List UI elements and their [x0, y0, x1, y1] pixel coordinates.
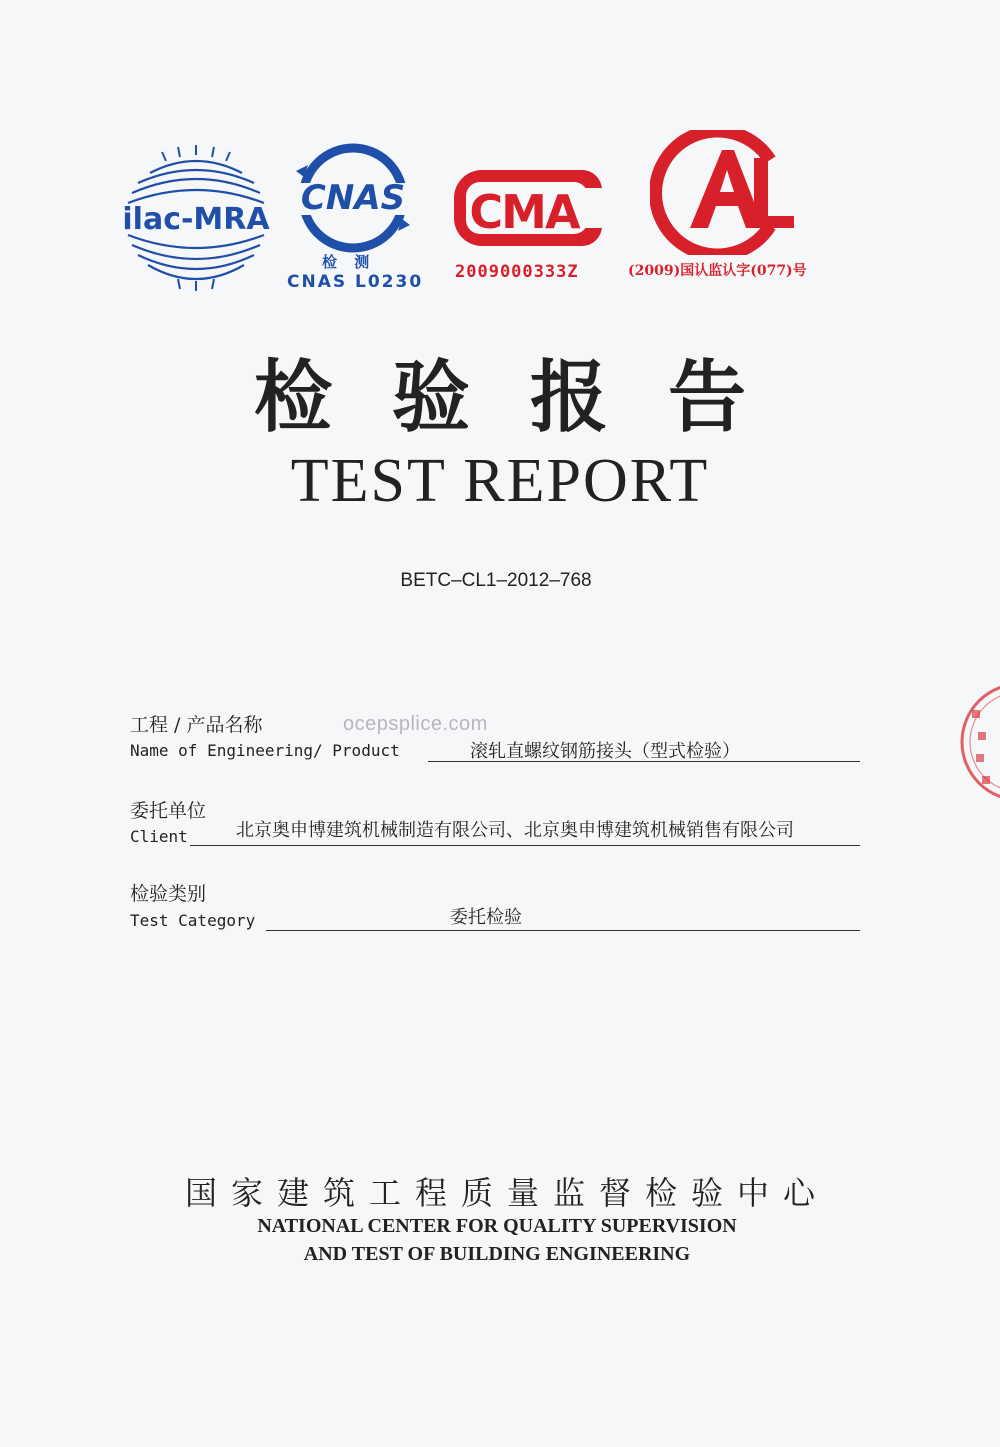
field-category-label-en: Test Category [130, 911, 256, 930]
institution-name-en-line1: NATIONAL CENTER FOR QUALITY SUPERVISION [257, 1215, 737, 1237]
field-product-label-cn: 工程 / 产品名称 [130, 714, 263, 736]
field-client-label-cn: 委托单位 [130, 800, 207, 822]
field-client-value: 北京奥申博建筑机械制造有限公司、北京奥申博建筑机械销售有限公司 [236, 820, 794, 841]
field-client-label-en: Client [130, 827, 188, 846]
report-title-cn: 检验报告 [253, 352, 806, 443]
cma-caption: 2009000333Z [455, 262, 579, 282]
institution-name-en-line2: AND TEST OF BUILDING ENGINEERING [303, 1243, 691, 1265]
cma-logo [452, 160, 602, 256]
cal-logo [650, 130, 800, 255]
official-seal-stamp [948, 680, 1000, 814]
cal-caption: (2009)国认监认字(077)号 [628, 263, 807, 279]
institution-name-cn: 国家建筑工程质量监督检验中心 [184, 1174, 829, 1212]
cnas-caption-cn: 检 测 [322, 253, 376, 271]
field-category-label-cn: 检验类别 [130, 883, 207, 905]
report-title-en: TEST REPORT [290, 447, 710, 515]
report-number: BETC–CL1–2012–768 [400, 570, 592, 591]
field-product-label-en: Name of Engineering/ Product [130, 741, 400, 760]
cnas-logo [278, 143, 428, 253]
cnas-caption-code: CNAS L0230 [287, 272, 424, 292]
field-product-value: 滚轧直螺纹钢筋接头（型式检验） [470, 741, 740, 762]
watermark-text: ocepsplice.com [343, 713, 488, 735]
cma-logo-text: CMA [469, 185, 579, 239]
ilac-mra-logo-text: ilac-MRA [122, 202, 270, 237]
field-category-value: 委托检验 [450, 907, 522, 928]
cnas-logo-text: CNAS [300, 178, 406, 218]
field-category-underline [266, 930, 860, 931]
ilac-mra-logo [118, 143, 274, 293]
field-client-underline [190, 845, 860, 846]
